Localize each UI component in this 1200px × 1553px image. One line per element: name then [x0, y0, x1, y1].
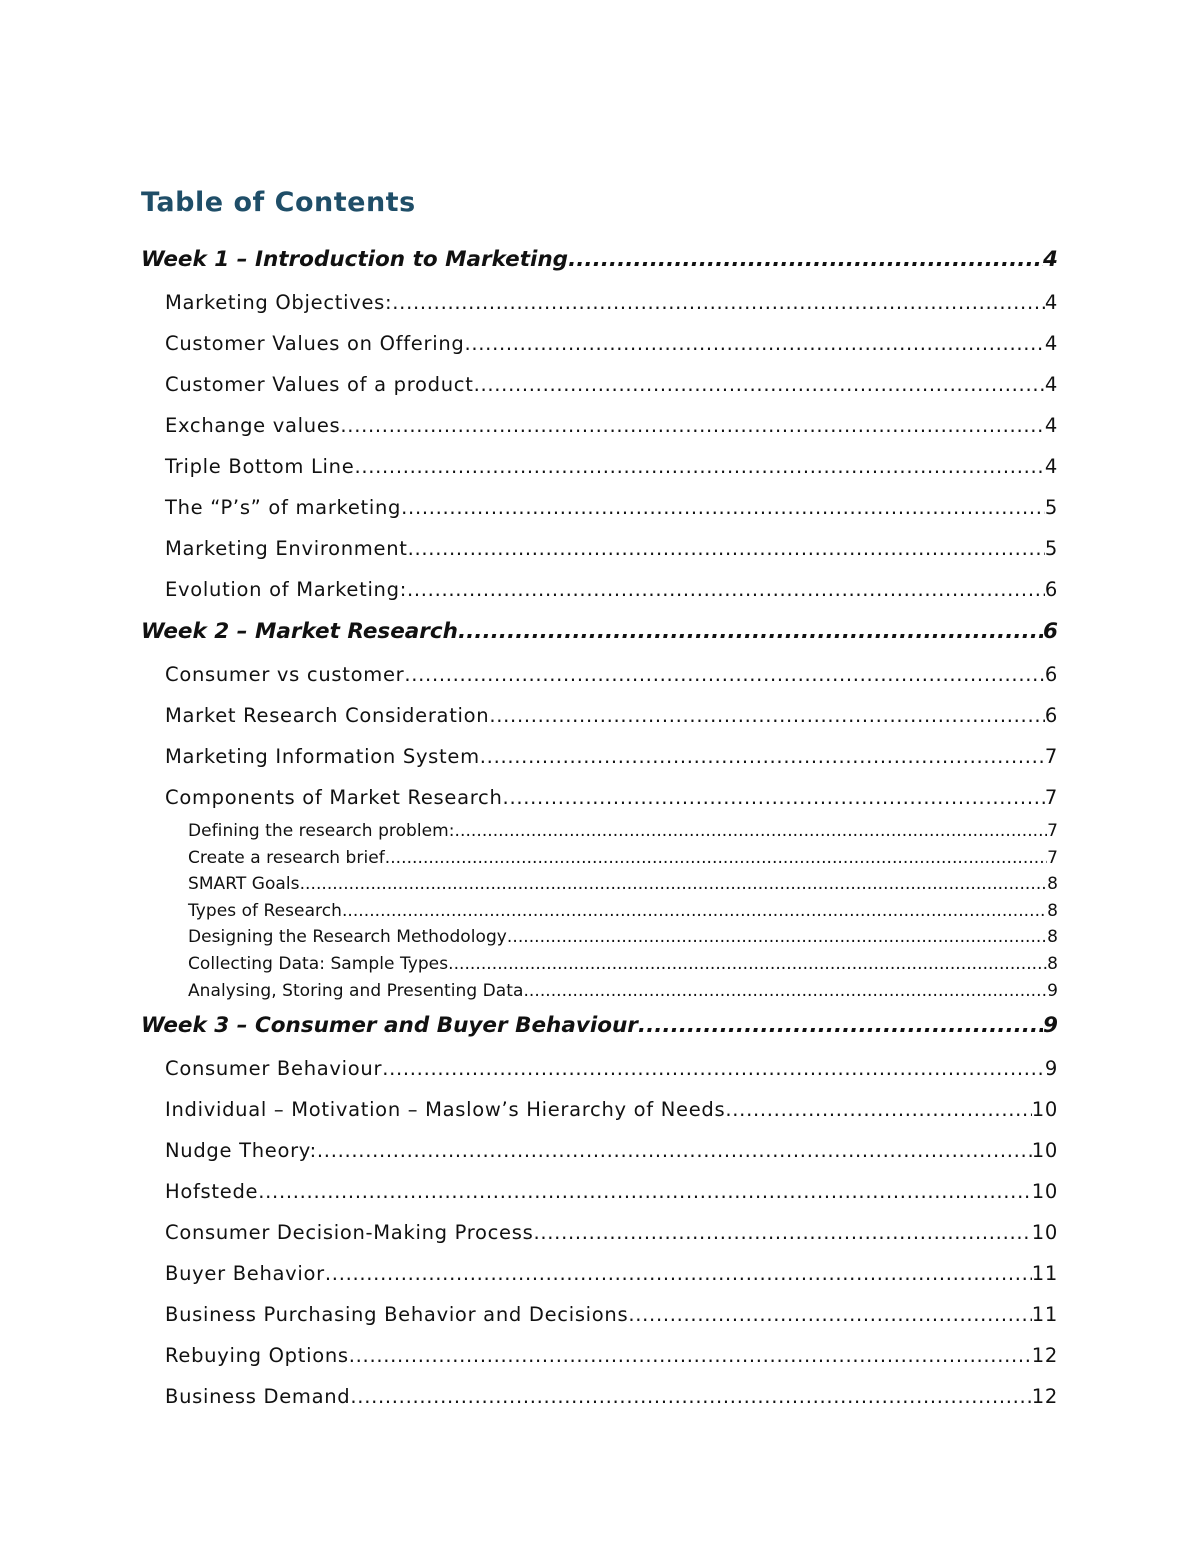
toc-entry-label: Marketing Environment	[165, 537, 408, 560]
toc-entry-label: Triple Bottom Line	[165, 455, 355, 478]
toc-entry-label: Consumer Behaviour	[165, 1057, 383, 1081]
toc-page-number: 5	[1044, 496, 1058, 519]
toc-entry-label: Business Demand	[165, 1385, 351, 1409]
toc-page-number: 7	[1044, 745, 1058, 768]
toc-entry-label: Exchange values	[165, 414, 341, 437]
toc-subsection-entry[interactable]	[141, 845, 1058, 872]
toc-page-number: 7	[1047, 847, 1058, 868]
toc-dot-leader	[349, 1335, 1032, 1376]
toc-entry-label: Buyer Behavior	[165, 1262, 325, 1286]
toc-page-number: 4	[1044, 373, 1058, 396]
toc-dot-leader	[507, 924, 1047, 951]
toc-entry-label: Week 1 – Introduction to Marketing	[141, 247, 569, 272]
toc-page-number: 4	[1043, 247, 1058, 272]
toc-dot-leader	[474, 364, 1045, 405]
toc-entry-label: Nudge Theory:	[165, 1139, 317, 1163]
toc-section-entry[interactable]	[141, 736, 1058, 777]
toc-section-entry[interactable]	[141, 446, 1058, 487]
toc-title: Table of Contents	[141, 187, 416, 218]
table-of-contents	[141, 186, 1058, 1417]
toc-entry-label: Types of Research	[188, 900, 342, 921]
toc-dot-leader	[300, 871, 1048, 898]
toc-dot-leader	[533, 1212, 1031, 1253]
toc-dot-leader	[503, 777, 1045, 818]
toc-subsection-entry[interactable]	[141, 898, 1058, 925]
toc-page-number: 6	[1043, 619, 1058, 644]
toc-dot-leader	[342, 898, 1047, 925]
toc-entry-label: Designing the Research Methodology	[188, 927, 507, 948]
toc-dot-leader	[480, 736, 1045, 777]
toc-dot-leader	[725, 1089, 1031, 1130]
toc-page-number: 4	[1044, 291, 1058, 314]
toc-dot-leader	[385, 845, 1047, 872]
toc-page-number: 8	[1047, 927, 1058, 948]
toc-entry-label: Analysing, Storing and Presenting Data	[188, 980, 524, 1001]
toc-page-number: 10	[1031, 1180, 1058, 1204]
toc-section-entry[interactable]	[141, 528, 1058, 569]
toc-dot-leader	[382, 1048, 1045, 1089]
toc-entry-label: Marketing Information System	[165, 745, 480, 768]
toc-section-entry[interactable]	[141, 1171, 1058, 1212]
toc-entry-label: Consumer Decision-Making Process	[165, 1221, 534, 1245]
toc-entry-label: Marketing Objectives:	[165, 291, 393, 314]
toc-page-number: 11	[1031, 1303, 1058, 1327]
toc-entry-label: Customer Values of a product	[165, 373, 474, 396]
toc-subsection-entry[interactable]	[141, 951, 1058, 978]
toc-page-number: 12	[1031, 1385, 1058, 1409]
toc-page-number: 10	[1031, 1221, 1058, 1245]
toc-page-number: 12	[1031, 1344, 1058, 1368]
toc-page-number: 7	[1044, 786, 1058, 809]
toc-section-entry[interactable]	[141, 654, 1058, 695]
toc-section-entry[interactable]	[141, 569, 1058, 610]
toc-section-entry[interactable]	[141, 487, 1058, 528]
toc-page-number: 9	[1043, 1013, 1058, 1039]
toc-page-number: 10	[1031, 1139, 1058, 1163]
toc-section-entry[interactable]	[141, 1048, 1058, 1089]
toc-entry-label: Business Purchasing Behavior and Decisions	[165, 1303, 629, 1327]
toc-page-number: 5	[1044, 537, 1058, 560]
toc-page-number: 4	[1044, 332, 1058, 355]
toc-page-number: 4	[1044, 455, 1058, 478]
toc-entry-label: The “P’s” of marketing	[165, 496, 402, 519]
toc-page-number: 8	[1047, 874, 1058, 895]
toc-subsection-entry[interactable]	[141, 978, 1058, 1005]
toc-subsection-entry[interactable]	[141, 818, 1058, 845]
toc-entry-label: Market Research Consideration	[165, 704, 490, 727]
toc-subsection-entry[interactable]	[141, 871, 1058, 898]
toc-page-number: 8	[1047, 953, 1058, 974]
toc-dot-leader	[407, 569, 1045, 610]
toc-dot-leader	[354, 446, 1044, 487]
toc-page-number: 8	[1047, 900, 1058, 921]
toc-entry-label: Hofstede	[165, 1180, 259, 1204]
toc-entry-label: Customer Values on Offering	[165, 332, 465, 355]
toc-section-entry[interactable]	[141, 323, 1058, 364]
toc-page-number: 9	[1047, 980, 1058, 1001]
toc-section-entry[interactable]	[141, 282, 1058, 323]
toc-page-number: 4	[1044, 414, 1058, 437]
toc-page-number: 7	[1047, 821, 1058, 841]
toc-section-entry[interactable]	[141, 1294, 1058, 1335]
toc-entry-label: Create a research brief	[188, 847, 385, 868]
toc-dot-leader	[638, 1004, 1043, 1048]
toc-dot-leader	[523, 978, 1047, 1005]
toc-entry-label: Evolution of Marketing:	[165, 578, 407, 601]
toc-section-entry[interactable]	[141, 1335, 1058, 1376]
toc-entry-label: Week 3 – Consumer and Buyer Behaviour	[141, 1013, 638, 1039]
toc-page-number: 6	[1044, 663, 1058, 686]
toc-heading-entry[interactable]	[141, 238, 1058, 282]
toc-dot-leader	[401, 487, 1045, 528]
toc-dot-leader	[317, 1130, 1032, 1171]
toc-section-entry[interactable]	[141, 1212, 1058, 1253]
toc-section-entry[interactable]	[141, 695, 1058, 736]
toc-entry-label: Rebuying Options	[165, 1344, 349, 1368]
toc-entry-label: SMART Goals	[188, 874, 300, 895]
toc-heading-entry[interactable]	[141, 1004, 1058, 1048]
toc-dot-leader	[340, 405, 1044, 446]
toc-dot-leader	[392, 282, 1045, 323]
toc-dot-leader	[568, 238, 1043, 282]
toc-entry-label: Consumer vs customer	[165, 663, 405, 686]
toc-dot-leader	[408, 528, 1045, 569]
toc-dot-leader	[458, 610, 1043, 654]
toc-list	[141, 238, 1058, 1417]
toc-dot-leader	[350, 1376, 1031, 1417]
toc-section-entry[interactable]	[141, 1253, 1058, 1294]
toc-entry-label: Defining the research problem:	[188, 821, 455, 841]
toc-page-number: 9	[1044, 1057, 1058, 1081]
toc-section-entry[interactable]	[141, 1089, 1058, 1130]
toc-page-number: 6	[1044, 704, 1058, 727]
toc-section-entry[interactable]	[141, 1376, 1058, 1417]
toc-entry-label: Week 2 – Market Research	[141, 619, 458, 644]
toc-entry-label: Components of Market Research	[165, 786, 503, 809]
toc-dot-leader	[325, 1253, 1032, 1294]
toc-section-entry[interactable]	[141, 405, 1058, 446]
toc-page-number: 10	[1031, 1098, 1058, 1122]
toc-section-entry[interactable]	[141, 777, 1058, 818]
toc-dot-leader	[489, 695, 1045, 736]
toc-heading-entry[interactable]	[141, 610, 1058, 654]
toc-page-number: 11	[1031, 1262, 1058, 1286]
toc-dot-leader	[628, 1294, 1031, 1335]
toc-dot-leader	[455, 818, 1048, 845]
toc-entry-label: Collecting Data: Sample Types	[188, 953, 449, 974]
toc-dot-leader	[448, 951, 1047, 978]
toc-entry-label: Individual – Motivation – Maslow’s Hierarchy of Needs	[165, 1098, 726, 1122]
toc-page-number: 6	[1044, 578, 1058, 601]
toc-dot-leader	[404, 654, 1045, 695]
toc-dot-leader	[258, 1171, 1032, 1212]
toc-section-entry[interactable]	[141, 364, 1058, 405]
toc-dot-leader	[464, 323, 1044, 364]
toc-section-entry[interactable]	[141, 1130, 1058, 1171]
toc-subsection-entry[interactable]	[141, 924, 1058, 951]
